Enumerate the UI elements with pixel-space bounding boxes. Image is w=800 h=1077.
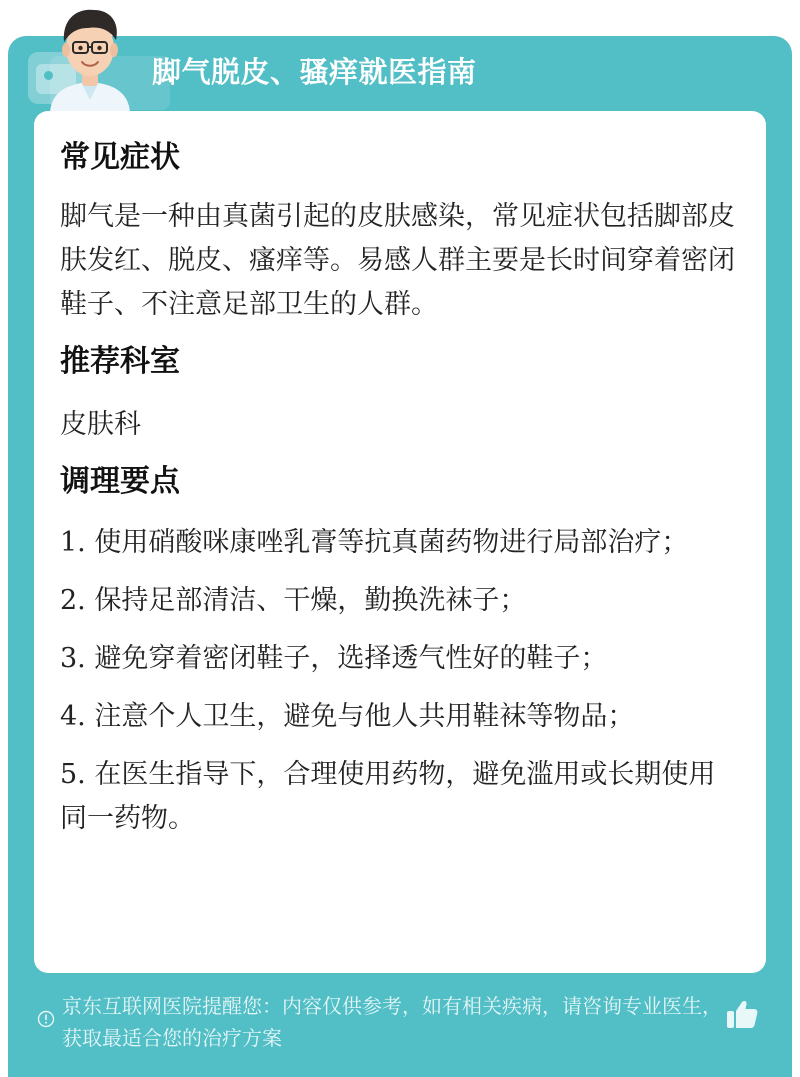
list-item [60, 521, 740, 565]
thumbs-up-icon[interactable] [724, 996, 760, 1032]
info-icon [37, 1010, 55, 1028]
department-text: 皮肤科 [60, 409, 141, 440]
care-list [60, 521, 740, 841]
list-item [60, 753, 740, 841]
list-item-number: 5. [60, 759, 86, 790]
section-title-care: 调理要点 [60, 464, 180, 499]
doctor-avatar [44, 0, 136, 112]
list-item [60, 695, 740, 739]
list-item-text: 注意个人卫生，避免与他人共用鞋袜等物品； [94, 701, 635, 732]
section-title-department: 推荐科室 [60, 344, 180, 379]
list-item-text: 使用硝酸咪康唑乳膏等抗真菌药物进行局部治疗； [94, 527, 689, 558]
list-item-number: 3. [60, 643, 86, 674]
section-title-symptoms: 常见症状 [60, 140, 180, 175]
list-item-text: 保持足部清洁、干燥，勤换洗袜子； [94, 585, 527, 616]
list-item [60, 579, 740, 623]
content-card [34, 111, 766, 973]
list-item [60, 637, 740, 681]
content-body [60, 135, 740, 855]
disclaimer-text: 京东互联网医院提醒您：内容仅供参考，如有相关疾病，请咨询专业医生，获取最适合您的治疗方案 [62, 994, 722, 1050]
list-item-number: 1. [60, 527, 86, 558]
list-item-text: 在医生指导下，合理使用药物，避免滥用或长期使用同一药物。 [60, 759, 716, 834]
symptoms-text: 脚气是一种由真菌引起的皮肤感染，常见症状包括脚部皮肤发红、脱皮、瘙痒等。易感人群主要是长时间穿着密闭鞋子、不注意足部卫生的人群。 [60, 201, 735, 320]
list-item-number: 2. [60, 585, 86, 616]
list-item-text: 避免穿着密闭鞋子，选择透气性好的鞋子； [94, 643, 608, 674]
page-title: 脚气脱皮、骚痒就医指南 [152, 55, 477, 89]
list-item-number: 4. [60, 701, 86, 732]
